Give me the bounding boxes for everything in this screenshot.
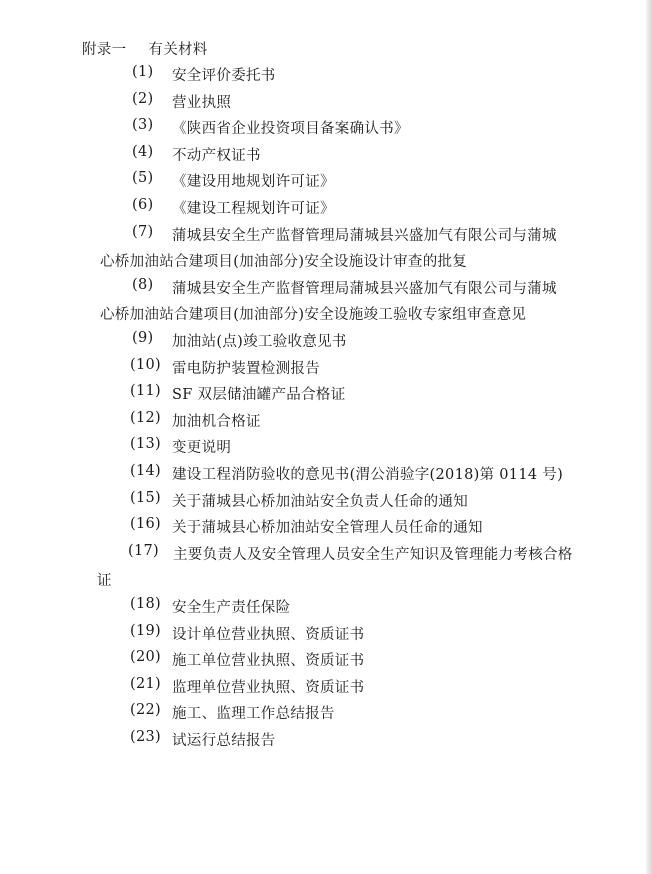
item-number: (11) [130,383,161,400]
item-text: 关于蒲城县心桥加油站安全管理人员任命的通知 [172,520,483,537]
item-text: 试运行总结报告 [172,733,276,749]
item-text: 安全评价委托书 [172,68,276,84]
item-text: 施工、监理工作总结报告 [172,706,335,723]
item-text: 不动产权证书 [172,147,261,164]
item-text: 施工单位营业执照、资质证书 [172,653,365,670]
item-number: (9) [132,330,154,346]
appendix-title: 有关材料 [148,42,208,58]
item-number: (3) [132,117,154,134]
item-number: (18) [130,596,161,612]
item-text: 建设工程消防验收的意见书(渭公消验字(2018)第 0114 号) [172,467,564,483]
item-text-continuation: 心桥加油站合建项目(加油部分)安全设施设计审查的批复 [100,254,468,271]
item-text: 设计单位营业执照、资质证书 [172,626,365,643]
item-number: (16) [130,516,161,533]
item-text: 《陕西省企业投资项目备案确认书》 [172,121,409,138]
appendix-label: 附录一 [82,42,127,58]
item-text: SF 双层储油罐产品合格证 [172,387,346,404]
page-edge-shadow [646,0,652,874]
item-text: 关于蒲城县心桥加油站安全负责人任命的通知 [172,493,468,510]
item-text: 安全生产责任保险 [172,600,291,616]
item-text: 变更说明 [172,440,232,457]
item-number: (10) [130,356,161,373]
item-text: 加油站(点)竣工验收意见书 [172,334,347,350]
item-text-continuation: 证 [97,573,112,590]
item-text: 蒲城县安全生产监督管理局蒲城县兴盛加气有限公司与蒲城 [172,227,557,244]
item-number: (14) [130,463,161,479]
item-text: 《建设用地规划许可证》 [172,174,335,191]
item-number: (8) [132,276,154,293]
item-number: (7) [132,223,154,240]
item-number: (21) [130,675,161,692]
item-text: 蒲城县安全生产监督管理局蒲城县兴盛加气有限公司与蒲城 [172,280,557,297]
item-number: (17) [128,542,159,559]
item-text: 加油机合格证 [172,413,261,430]
appendix-heading [82,38,208,59]
item-number: (1) [132,64,154,80]
item-number: (4) [132,143,154,160]
item-number: (19) [130,622,161,639]
item-number: (13) [130,436,161,453]
item-text: 主要负责人及安全管理人员安全生产知识及管理能力考核合格 [173,546,573,563]
item-text: 监理单位营业执照、资质证书 [172,679,365,696]
item-number: (15) [130,489,161,506]
item-number: (2) [132,90,154,107]
item-number: (23) [130,729,161,745]
item-number: (12) [130,409,161,426]
item-text: 营业执照 [172,94,232,111]
item-text-continuation: 心桥加油站合建项目(加油部分)安全设施竣工验收专家组审查意见 [100,307,527,324]
item-number: (6) [132,197,154,213]
item-number: (20) [130,649,161,666]
item-number: (5) [132,170,154,187]
item-text: 雷电防护装置检测报告 [172,360,320,377]
item-number: (22) [130,702,161,719]
item-text: 《建设工程规划许可证》 [172,201,335,217]
